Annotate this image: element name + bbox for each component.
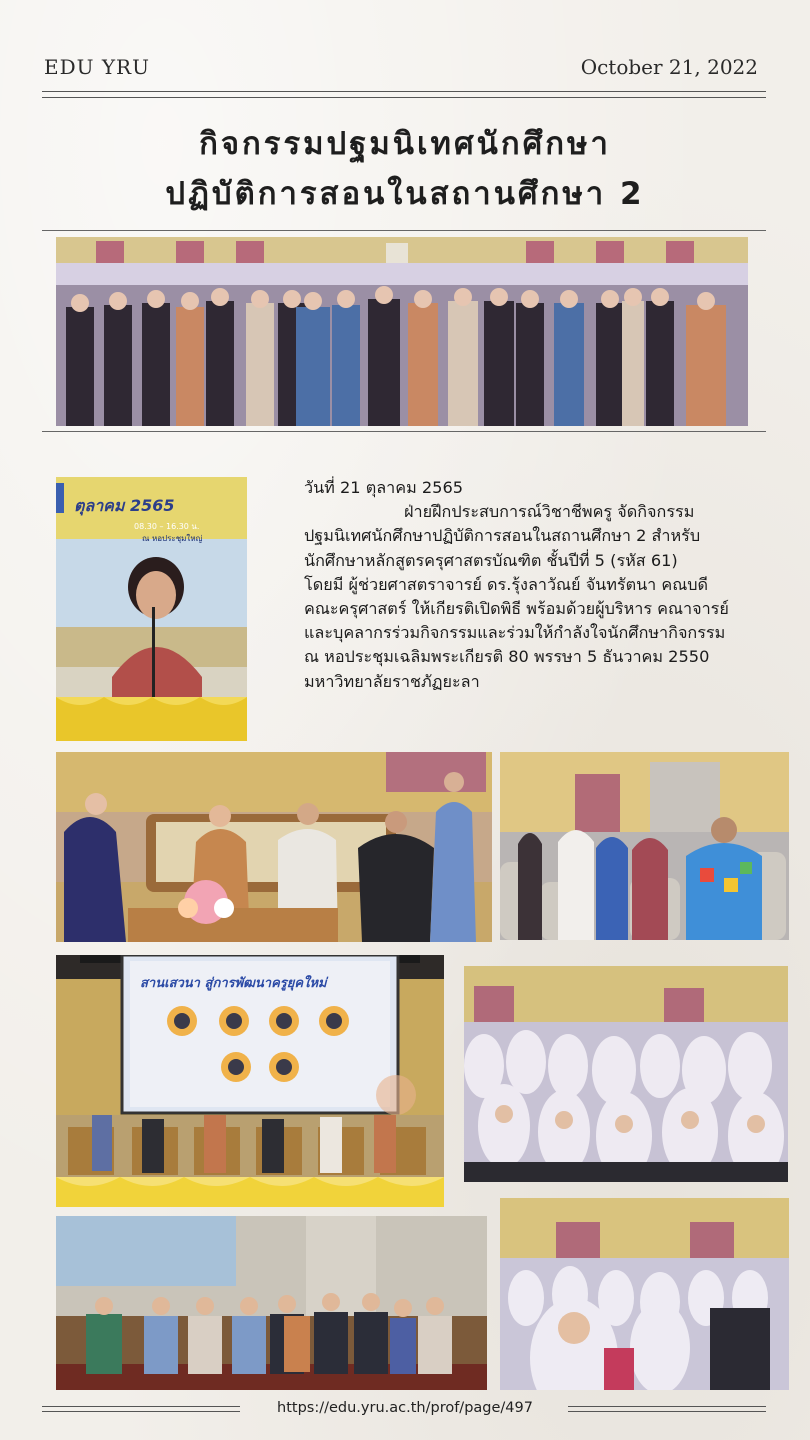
article-line-5: คณะครุศาสตร์ ให้เกียรติเปิดพิธี พร้อมด้วยผู้บริหาร คณาจารย์ [304,599,729,619]
students-closeup-photo [500,1198,789,1390]
seminar-stage-photo [56,955,444,1207]
headline-line-1: กิจกรรมปฐมนิเทศนักศึกษา [199,126,611,162]
article-line-4: โดยมี ผู้ช่วยศาสตราจารย์ ดร.รุ้งลาวัณย์ จันทรัตนา คณบดี [304,574,709,594]
article-line-2: ปฐมนิเทศนักศึกษาปฏิบัติการสอนในสถานศึกษา 2 สำหรับ [304,526,701,546]
banner-time: 08.30 – 16.30 น. [134,522,200,531]
article-line-7: ณ หอประชุมเฉลิมพระเกียรติ 80 พรรษา 5 ธันวาคม 2550 [304,647,710,667]
staff-standing-photo [56,1216,487,1390]
students-audience-photo [464,966,788,1182]
article-body [304,476,754,694]
headline-line-2: ปฏิบัติการสอนในสถานศึกษา 2 [165,176,645,212]
site-name: EDU YRU [44,55,150,79]
dean-speech-photo [56,477,247,741]
article-line-1: ฝ่ายฝึกประสบการณ์วิชาชีพครู จัดกิจกรรม [404,502,695,522]
article-line-8: มหาวิทยาลัยราชภัฏยะลา [304,671,480,691]
article-line-6: และบุคลากรร่วมกิจกรรมและร่วมให้กำลังใจนักศึกษากิจกรรม [304,623,726,643]
screen-title: สานเสวนา สู่การพัฒนาครูยุคใหม่ [140,976,327,991]
group-photo [56,237,748,426]
publish-date: October 21, 2022 [580,55,758,79]
footer-rule-right [568,1406,766,1412]
article-date: วันที่ 21 ตุลาคม 2565 [304,478,464,497]
title-divider [42,230,766,231]
header-divider [42,91,766,98]
banner-place: ณ หอประชุมใหญ่ [142,534,203,543]
footer-url[interactable]: https://edu.yru.ac.th/prof/page/497 [277,1400,533,1416]
audience-teachers-photo [500,752,789,940]
article-line-3: นักศึกษาหลักสูตรครุศาสตรบัณฑิต ชั้นปีที่ 5 (รหัส 61) [304,550,678,570]
photo-divider [42,431,766,432]
banner-month: ตุลาคม 2565 [74,496,175,515]
vip-seated-photo [56,752,492,942]
